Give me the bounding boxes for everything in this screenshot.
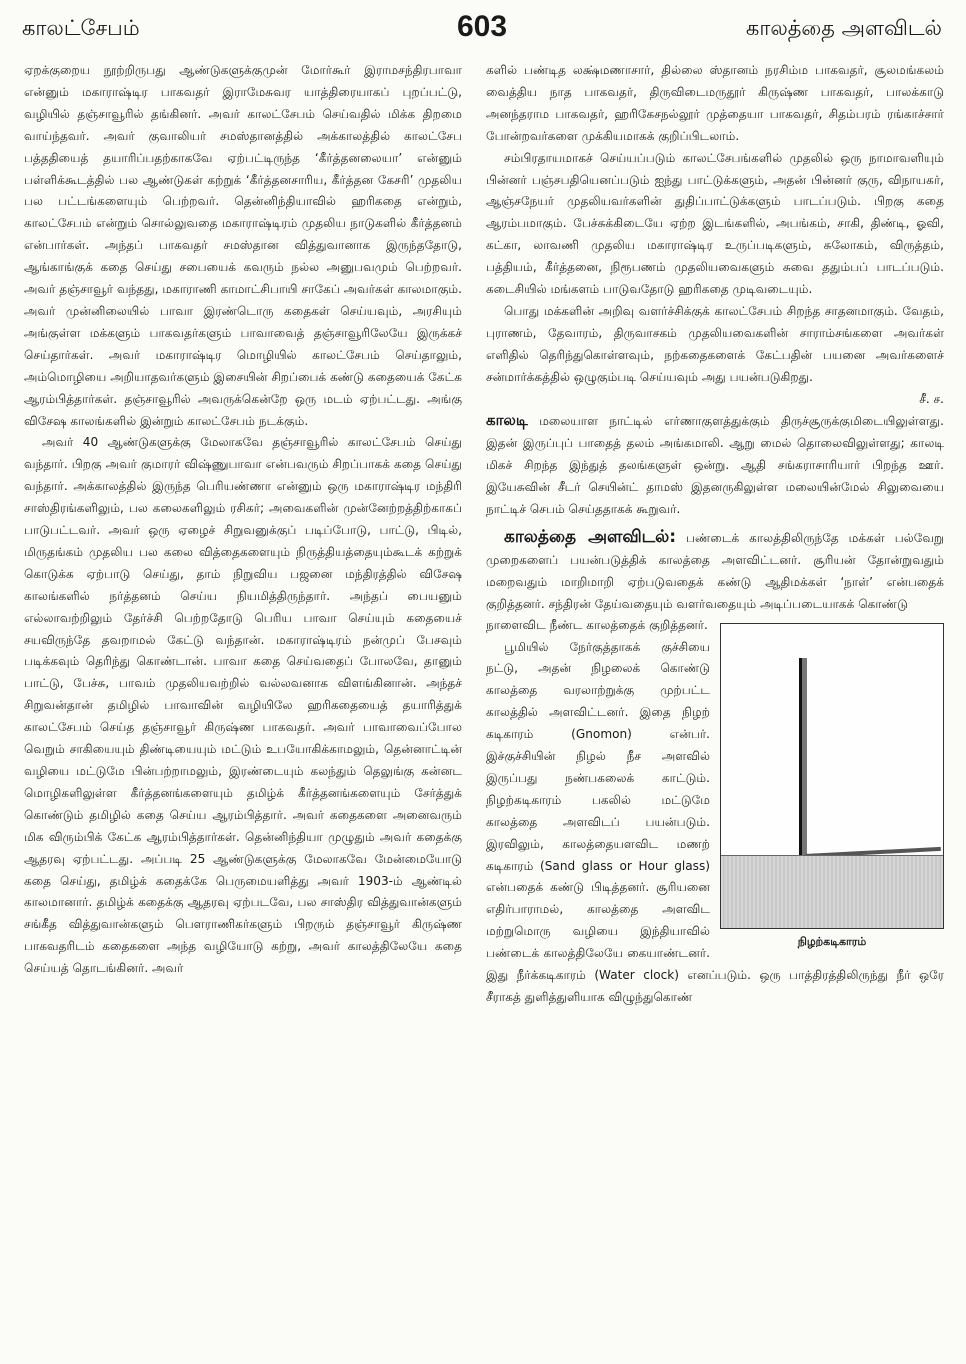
paragraph-gnomon: பூமியில் நேர்குத்தாகக் குச்சியை நட்டு, அதன் நிழலைக் கொண்டு காலத்தை வரலாற்றுக்கு முற்பட்ட காலத்தில் அளவிட்டனர். இதை நிழற் கடிகாரம் (Gnomon) என்பர். இச்குச்சியின் நிழல் நீச அளவில் இருப்பது நண்பகலைக் காட்டும். நிழற்கடிகாரம் பகலில் மட்டுமே காலத்தை அளவிடப் பயன்படும். இரவிலும், காலத்தையளவிட மணற் கடிகாரம் (Sand glass or Hour glass) என்பதைக் கண்டு பிடித்தனர். சூரியனை எதிர்பாராமல், காலத்தை அளவிட மற்றுமொரு வழியை இந்தியாவில் பண்டைக் காலத்திலேயே கையாண்டனர். இது நீர்க்கடிகாரம் (Water clock) எனப்படும். ஒரு பாத்திரத்திலிருந்து நீர் ஒரே சீராகத் துளித்துளியாக விழுந்துகொண் [486,639,944,1004]
page-header [22,10,942,56]
author-signature: சீ. ச. [919,391,944,406]
ground [721,855,943,928]
paragraph-public-benefit: பொது மக்களின் அறிவு வளர்ச்சிக்குக் காலட்சேபம் சிறந்த சாதனமாகும். வேதம், புராணம், தேவாரம், திருவாசகம் முதலியவைகளின் சாராம்சங்களை அவர்கள் எளிதில் தெரிந்துகொள்ளவும், நற்கதைகளைக் கேட்பதின் பயனை அவர்களைச் சன்மார்க்கத்தில் ஒழுகும்படி செய்யவும் அது பயன்படுகிறது. [486,303,944,384]
page-number: 603 [456,10,508,43]
left-column [24,60,462,1356]
paragraph-tradition: சம்பிரதாயமாகச் செய்யப்படும் காலட்சேபங்களில் முதலில் ஒரு நாமாவளியும் பின்னர் பஞ்சபதியெனப்படும் ஐந்து பாட்டுக்களும், அதன் பின்னர் குரு, விநாயகர், ஆஞ்சநேயர் முதலியவர்களின் துதிப்பாட்டுக்களும் பாடப்படும். பிறகு கதை ஆரம்பமாகும். பேச்சுக்கிடையே ஏற்ற இடங்களில், அபங்கம், சாகி, திண்டி, ஓவி, கட்கா, லாவணி முதலிய மகாராஷ்டிர உருப்படிகளும், சுலோகம், விருத்தம், பத்தியம், கீர்த்தனை, நிரூபணம் முதலியவைகளும் சுவை ததும்பப் பாடப்படும். கடைசியில் மங்களம் பாடுவதோடு ஹரிகதை முடிவடையும். [486,150,944,297]
entry-title-kaladi: காலடி [486,410,528,429]
entry-text-kaladi: மலையாள நாட்டில் எர்ணாகுளத்துக்கும் திருச்சூருக்குமிடையிலுள்ளது. இதன் இருப்புப் பாதைத் தலம் அங்கமாலி. ஆறு மைல் தொலைவிலுள்ளது; காலடி மிகச் சிறந்த இந்துத் தலங்களுள் ஒன்று. ஆதி சங்கராசாரியார் பிறந்த ஊர். இயேசுவின் சீடர் செயின்ட் தாமஸ் இதனருகிலுள்ள மலையின்மேல் சிலுவையை நாட்டிச் செபம் செய்ததாகக் கூறுவர். [486,413,944,516]
header-right-keyword: காலத்தை அளவிடல் [745,16,942,40]
entry-time-measure [486,526,944,615]
entry-intro-time-measure: பண்டைக் காலத்திலிருந்தே மக்கள் பல்வேறு முறைகளைப் பயன்படுத்திக் காலத்தை அளவிட்டனர். சூரியன் தோன்றுவதும் மறைவதும் மாறிமாறி ஏற்படுவதைக் கண்டு ஆதிமக்கள் ‘நாள்’ என்பதைக் குறித்தனர். சந்திரன் தேய்வதையும் வளர்வதையும் அடிப்படையாகக் கொண்டு [486,530,944,611]
paragraph-longer-time: நாளைவிட நீண்ட காலத்தைக் குறித்தனர். [486,617,708,632]
header-left-keyword: காலட்சேபம் [22,16,140,40]
paragraph-continuation: களில் பண்டித லக்ஷ்மணாசார், தில்லை ஸ்தானம் நரசிம்ம பாகவதர், சூலமங்கலம் வைத்திய நாத பாகவதர், திருவிடைமருதூர் கிருஷ்ண பாகவதர், பாலக்காடு அனந்தராம பாகவதர், ஹரிகேசநல்லூர் முத்தையா பாகவதர், சிதம்பரம் ரங்காச்சார் போன்றவர்களை முக்கியமாகக் குறிப்பிடலாம். [486,63,944,143]
paragraph-bhagavatar-history: ஏறக்குறைய நூற்றிருபது ஆண்டுகளுக்குமுன் மோர்கூர் இராமசந்திரபாவா என்னும் மகாராஷ்டிர பாகவதர் இராமேசுவர யாத்திரையாகப் புறப்பட்டு, வழியில் தஞ்சாவூரில் தங்கினர். அவர் காலட்சேபம் செய்வதில் மிக்க திறமை வாய்ந்தவர். அவர் குவாலியர் சமஸ்தானத்தில் அக்காலத்தில் காலட்சேப பத்ததியைத் தயாரிப்பதற்காகவே ஏற்பட்டிருந்த ‘கீர்த்தனலையா’ என்னும் பள்ளிக்கூடத்தில் பல ஆண்டுகள் கற்றுக் ‘கீர்த்தனசாரிய, கீர்த்தன கேசரி’ முதலிய பல பட்டங்களையும் பெற்றவர். தென்னிந்தியாவில் ஹரிகதை என்றும், காலட்சேபம் என்றும் சொல்லுவதை மகாராஷ்டிரம் முதலிய நாடுகளில் கீர்த்தனம் என்பார்கள். அந்தப் பாகவதர் சமஸ்தான வித்துவானாக இருந்ததோடு, ஆங்காங்குக் கதை செய்து சபையைக் கவரும் நல்ல அனுபவமும் பெற்றவர். அவர் தஞ்சாவூர் வந்தது, மகாராணி காமாட்சிபாயி சாகேப் அவர்கள் காலமாகும். அவர் முன்னிலையில் பாவா இரண்டொரு கதைகள் செய்யவும், அரசியும் அங்குள்ள மக்களும் பாகவதர்களும் பாவாவைத் தஞ்சாவூரிலேயே இருக்கச் செய்தார்கள். அவர் மகாராஷ்டிர மொழியில் காலட்சேபம் செய்தாலும், அம்மொழியை அறியாதவர்களும் இசையின் சிறப்பைக் கண்டு கதையைக் கேட்க ஆரம்பித்தார்கள். தஞ்சாவூரில் அவருக்கென்றே ஒரு மடம் ஏற்பட்டது. அங்கு விசேஷ காலங்களில் இன்றும் காலட்சேபம் நடக்கும். [24,63,462,428]
paragraph-krishna-bhagavatar: அவர் 40 ஆண்டுகளுக்கு மேலாகவே தஞ்சாவூரில் காலட்சேபம் செய்து வந்தார். பிறகு அவர் குமாரர் விஷ்ணுபாவா என்பவரும் சிறப்பாகக் கதை செய்து வந்தார். அக்காலத்தில் இருந்த பெரியண்ணா என்னும் ஒரு மகாராஷ்டிர மந்திரி சாஸ்திரங்களிலும், பல கலைகளிலும் ரசிகர்; அவைகளின் முன்னேற்றத்திற்காகப் பாடுபட்டவர். அவர் ஒரு ஏழைச் சிறுவனுக்குப் படிப்போடு, பாட்டு, பிடில், மிருதங்கம் முதலிய பல கலை வித்தைகளையும் நிருத்தியத்தையும்கூடக் கற்றுக் கொடுக்க ஏற்பாடு செய்து, தாம் நிறுவிய பஜனை மந்திரத்தில் விசேஷ காலங்களில் நர்த்தனம் செய்ய நியமித்திருந்தார். அந்தப் பையனும் எல்லாவற்றிலும் தேர்ச்சி பெற்றதோடு பெரிய பாவா செய்யும் கதையைச் சயவிருந்தே தவறாமல் கேட்டு வந்தான். மகாராஷ்டிரம் நன்முப் பேசவும் படிக்கவும் தெரிந்து கொண்டான். பாவா கதை செய்வதைப் போலவே, தானும் பாட்டு, பேச்சு, பாவம் முதலியவற்றில் வல்லவனாக விளங்கினான். அந்தச் சிறுவன்தான் தமிழில் பாவாவின் வழியிலே ஹரிகதையைத் தயாரித்துக் காலட்சேபம் செய்த தஞ்சாவூர் கிருஷ்ண பாகவதர். அவர் பாவாவைப்போல வெறும் சாகியையும் திண்டியையும் மட்டும் உபயோகிக்காமலும், தென்னாட்டின் வழியை மட்டுமே பின்பற்றாமலும், இரண்டையும் கலந்தும் தெலுங்கு கன்னட மொழிகளிலுள்ள கீர்த்தனங்களையும் தமிழ்க் கீர்த்தனங்களையும் சேர்த்துக் கொண்டும் தமிழில் கதை செய்ய ஆரம்பித்தார். அவர் கதைகளை அனைவரும் மிக விரும்பிக் கேட்க ஆரம்பித்தார்கள். தென்னிந்தியா முழுதும் அவர் கதைக்கு ஆதரவு ஏற்பட்டது. அப்படி 25 ஆண்டுகளுக்கு மேலாகவே மேன்மையோடு கதை செய்து, தமிழ்க் கதைக்கே பெருமையளித்து அவர் 1903-ம் ஆண்டில் காலமானார். தமிழ்க் கதைக்கு ஆதரவு ஏற்படவே, பல சாஸ்திர வித்துவான்களும் சங்கீத வித்துவான்களும் பௌராணிகர்களும் பிறரும் தஞ்சாவூர் கிருஷ்ண பாகவதரிடம் கதைகளை அந்த வழியோடு கற்று, அவர் காலத்திலேயே கதை செய்யத் தொடங்கினர். அவர் [24,435,462,976]
right-column [486,60,944,1356]
entry-title-time-measure: காலத்தை அளவிடல்: [504,526,677,547]
gnomon-illustration [720,623,944,929]
figure-caption: நிழற்கடிகாரம் [797,934,867,948]
gnomon-figure [720,623,944,949]
entry-kaladi [486,409,944,520]
gnomon-stick [799,658,807,856]
